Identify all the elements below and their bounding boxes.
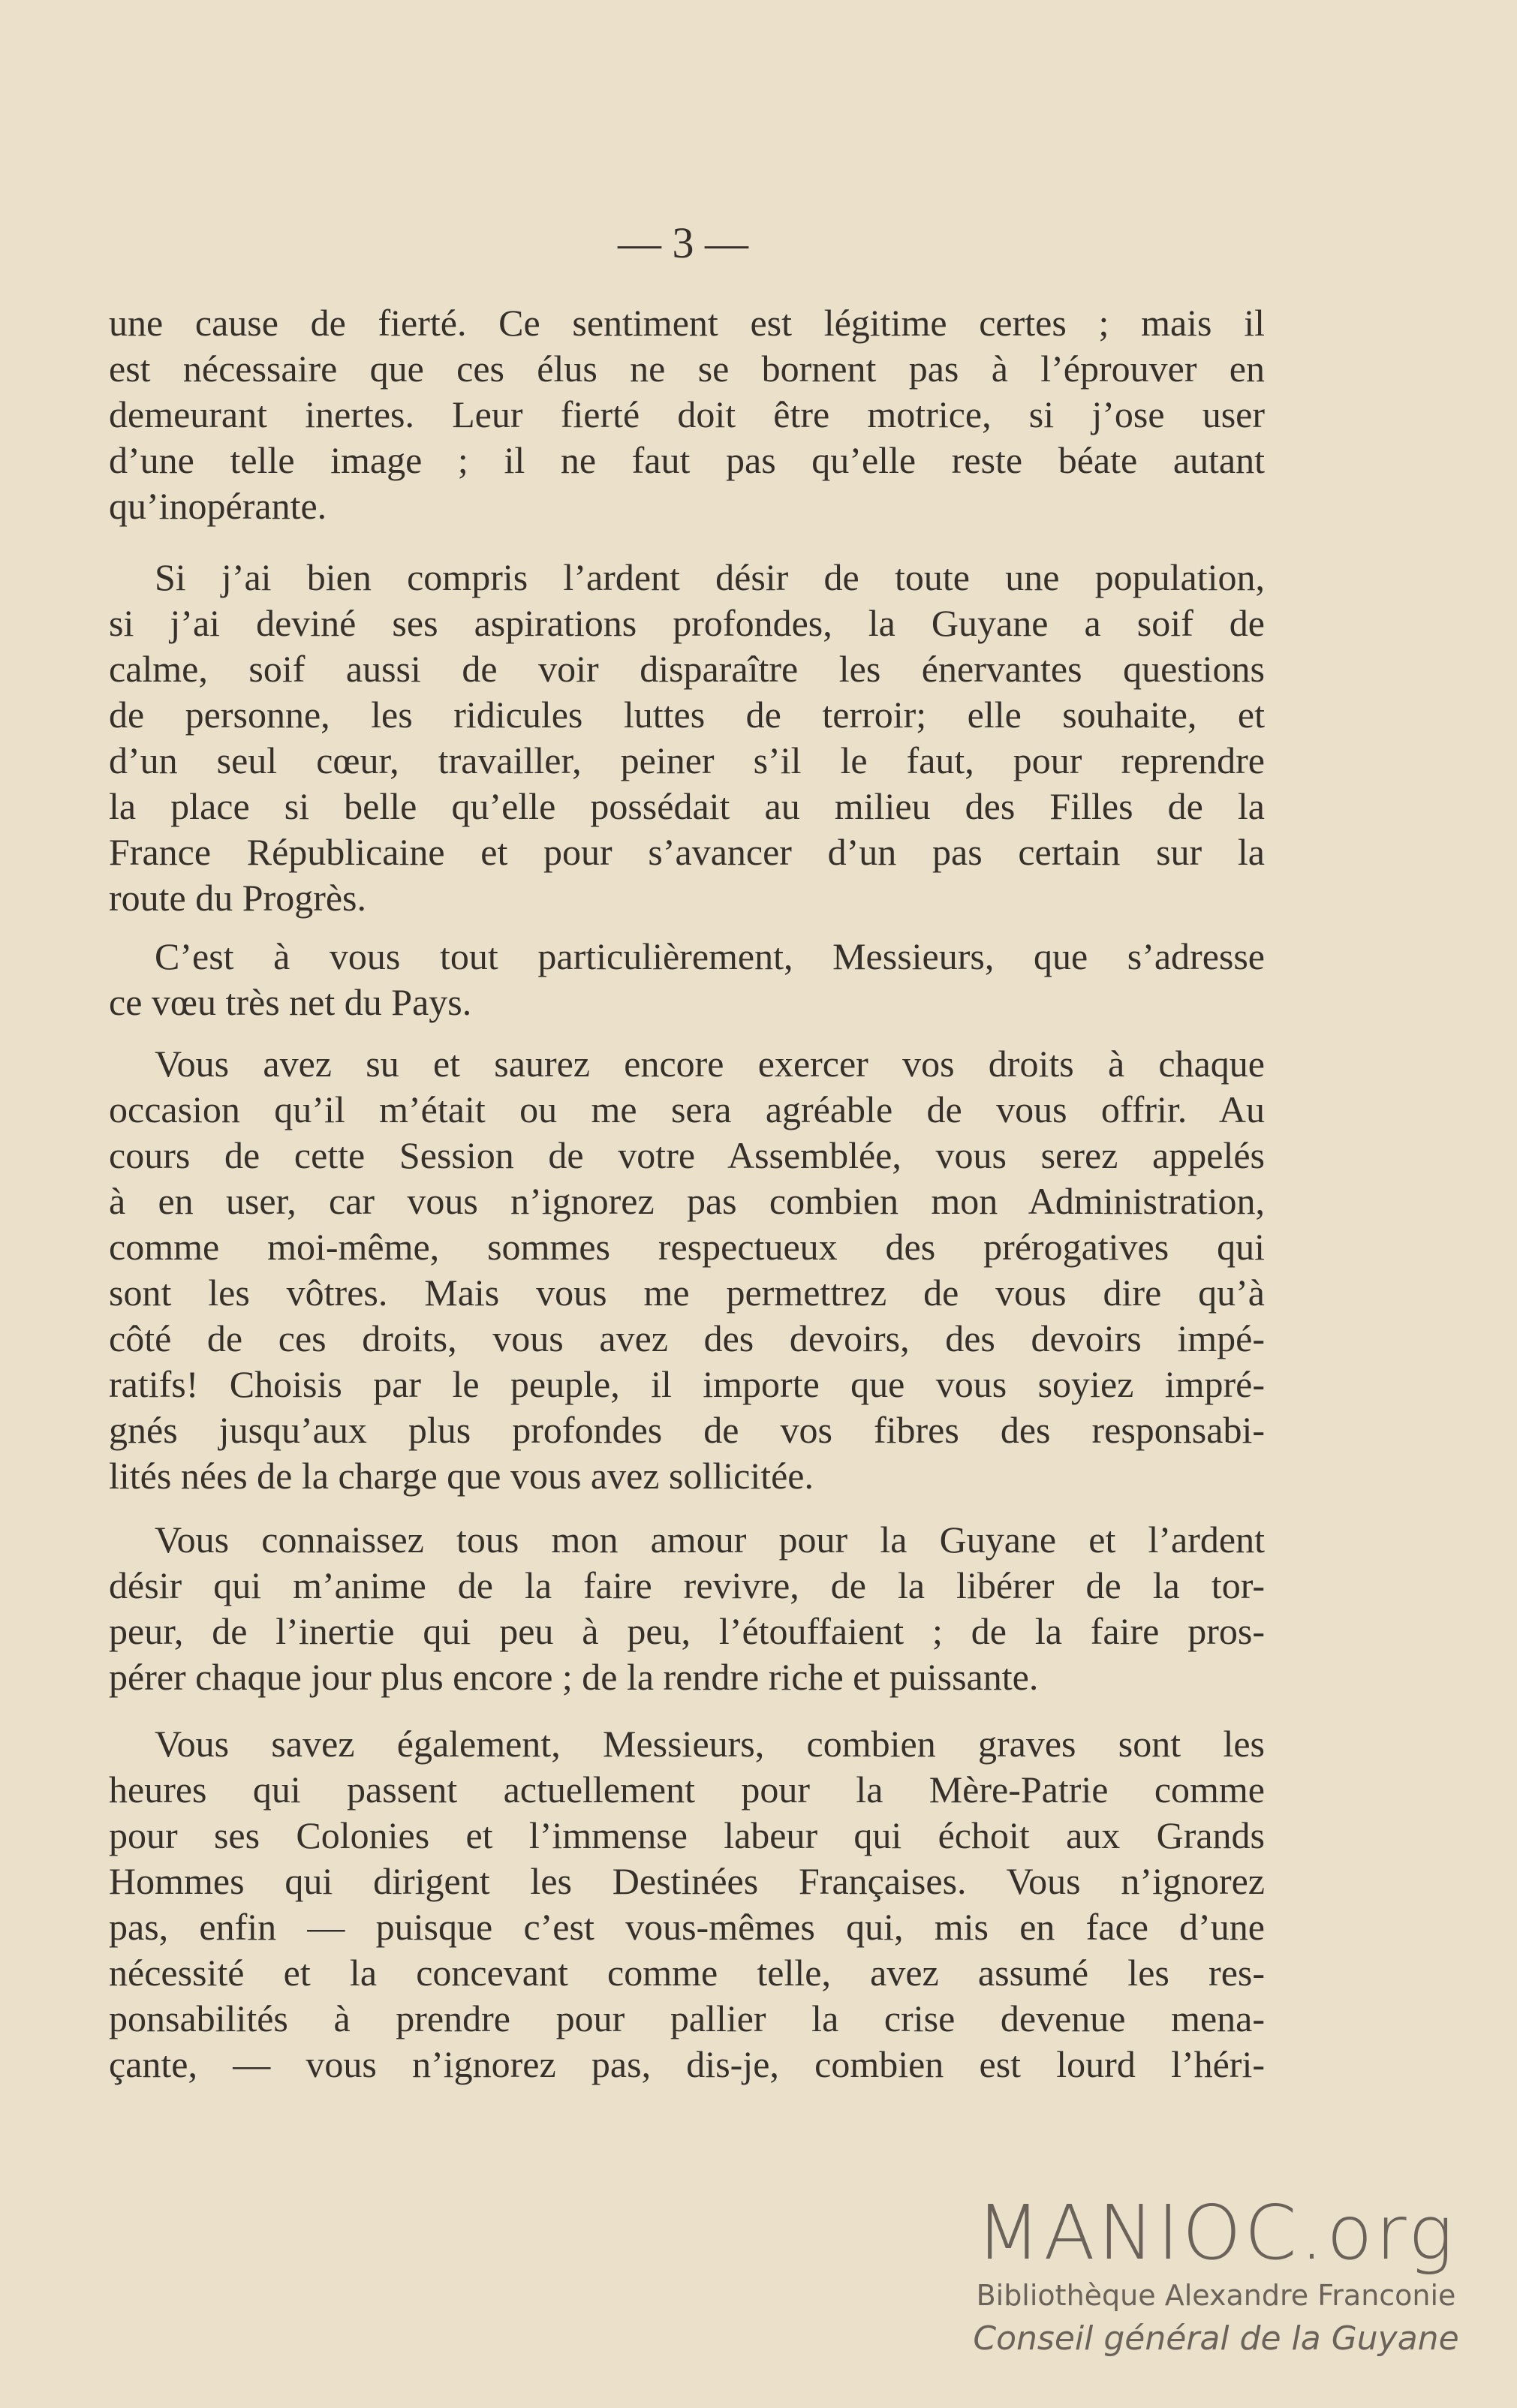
text-line: Si j’ai bien compris l’ardent désir de toute une population,: [155, 556, 1265, 598]
text-line: çante, — vous n’ignorez pas, dis-je, combien est lourd l’héri-: [109, 2043, 1265, 2085]
text-line: si j’ai deviné ses aspirations profondes, la Guyane a soif de: [109, 602, 1265, 644]
text-line: Hommes qui dirigent les Destinées Françaises. Vous n’ignorez: [109, 1860, 1265, 1902]
text-line: la place si belle qu’elle possédait au milieu des Filles de la: [109, 785, 1265, 827]
manioc-watermark: [953, 2189, 1479, 2361]
text-line: comme moi-même, sommes respectueux des prérogatives qui: [109, 1226, 1265, 1268]
text-line: calme, soif aussi de voir disparaître les énervantes questions: [109, 648, 1265, 690]
text-line: cours de cette Session de votre Assemblée, vous serez appelés: [109, 1134, 1265, 1176]
text-line: nécessité et la concevant comme telle, avez assumé les res-: [109, 1952, 1265, 1994]
text-line: d’une telle image ; il ne faut pas qu’elle reste béate autant: [109, 439, 1265, 481]
text-line: France Républicaine et pour s’avancer d’un pas certain sur la: [109, 831, 1265, 873]
manioc-logo: MANIOC.org: [976, 2189, 1456, 2277]
text-line: qu’inopérante.: [109, 485, 327, 527]
paragraph: [109, 934, 1265, 1025]
text-line: désir qui m’anime de la faire revivre, de la libérer de la tor-: [109, 1564, 1265, 1606]
text-line: ratifs! Choisis par le peuple, il importe que vous soyiez impré-: [109, 1363, 1265, 1405]
paragraph: [109, 1721, 1265, 2087]
paragraph: [109, 1041, 1265, 1499]
paragraph: [109, 1517, 1265, 1700]
text-line: peur, de l’inertie qui peu à peu, l’étouffaient ; de la faire pros-: [109, 1610, 1265, 1652]
text-line: demeurant inertes. Leur fierté doit être motrice, si j’ose user: [109, 393, 1265, 435]
text-line: lités nées de la charge que vous avez sollicitée.: [109, 1455, 814, 1497]
text-line: une cause de fierté. Ce sentiment est légitime certes ; mais il: [109, 302, 1265, 344]
text-line: ponsabilités à prendre pour pallier la crise devenue mena-: [109, 1997, 1265, 2039]
text-line: Vous connaissez tous mon amour pour la Guyane et l’ardent: [155, 1519, 1265, 1561]
text-line: Vous avez su et saurez encore exercer vos droits à chaque: [155, 1043, 1265, 1085]
text-line: pour ses Colonies et l’immense labeur qui échoit aux Grands: [109, 1814, 1265, 1856]
paragraph: [109, 300, 1265, 529]
text-line: gnés jusqu’aux plus profondes de vos fibres des responsabi-: [109, 1409, 1265, 1451]
text-line: sont les vôtres. Mais vous me permettrez de vous dire qu’à: [109, 1272, 1265, 1314]
page-number: — 3 —: [618, 218, 748, 267]
text-line: à en user, car vous n’ignorez pas combien mon Administration,: [109, 1180, 1265, 1222]
text-line: route du Progrès.: [109, 877, 366, 919]
text-line: de personne, les ridicules luttes de terroir; elle souhaite, et: [109, 694, 1265, 736]
text-line: pérer chaque jour plus encore ; de la rendre riche et puissante.: [109, 1656, 1039, 1698]
text-line: Vous savez également, Messieurs, combien graves sont les: [155, 1723, 1265, 1765]
text-line: pas, enfin — puisque c’est vous-mêmes qui, mis en face d’une: [109, 1906, 1265, 1948]
text-line: ce vœu très net du Pays.: [109, 981, 472, 1023]
library-name: Bibliothèque Alexandre Franconie: [976, 2279, 1456, 2312]
text-line: côté de ces droits, vous avez des devoirs, des devoirs impé-: [109, 1317, 1265, 1359]
text-line: occasion qu’il m’était ou me sera agréable de vous offrir. Au: [109, 1088, 1265, 1130]
council-name: Conseil général de la Guyane: [973, 2319, 1459, 2358]
text-line: est nécessaire que ces élus ne se bornent pas à l’éprouver en: [109, 348, 1265, 390]
text-line: C’est à vous tout particulièrement, Messieurs, que s’adresse: [155, 935, 1265, 977]
text-line: heures qui passent actuellement pour la Mère-Patrie comme: [109, 1768, 1265, 1811]
text-line: d’un seul cœur, travailler, peiner s’il le faut, pour reprendre: [109, 739, 1265, 781]
paragraph: [109, 555, 1265, 921]
